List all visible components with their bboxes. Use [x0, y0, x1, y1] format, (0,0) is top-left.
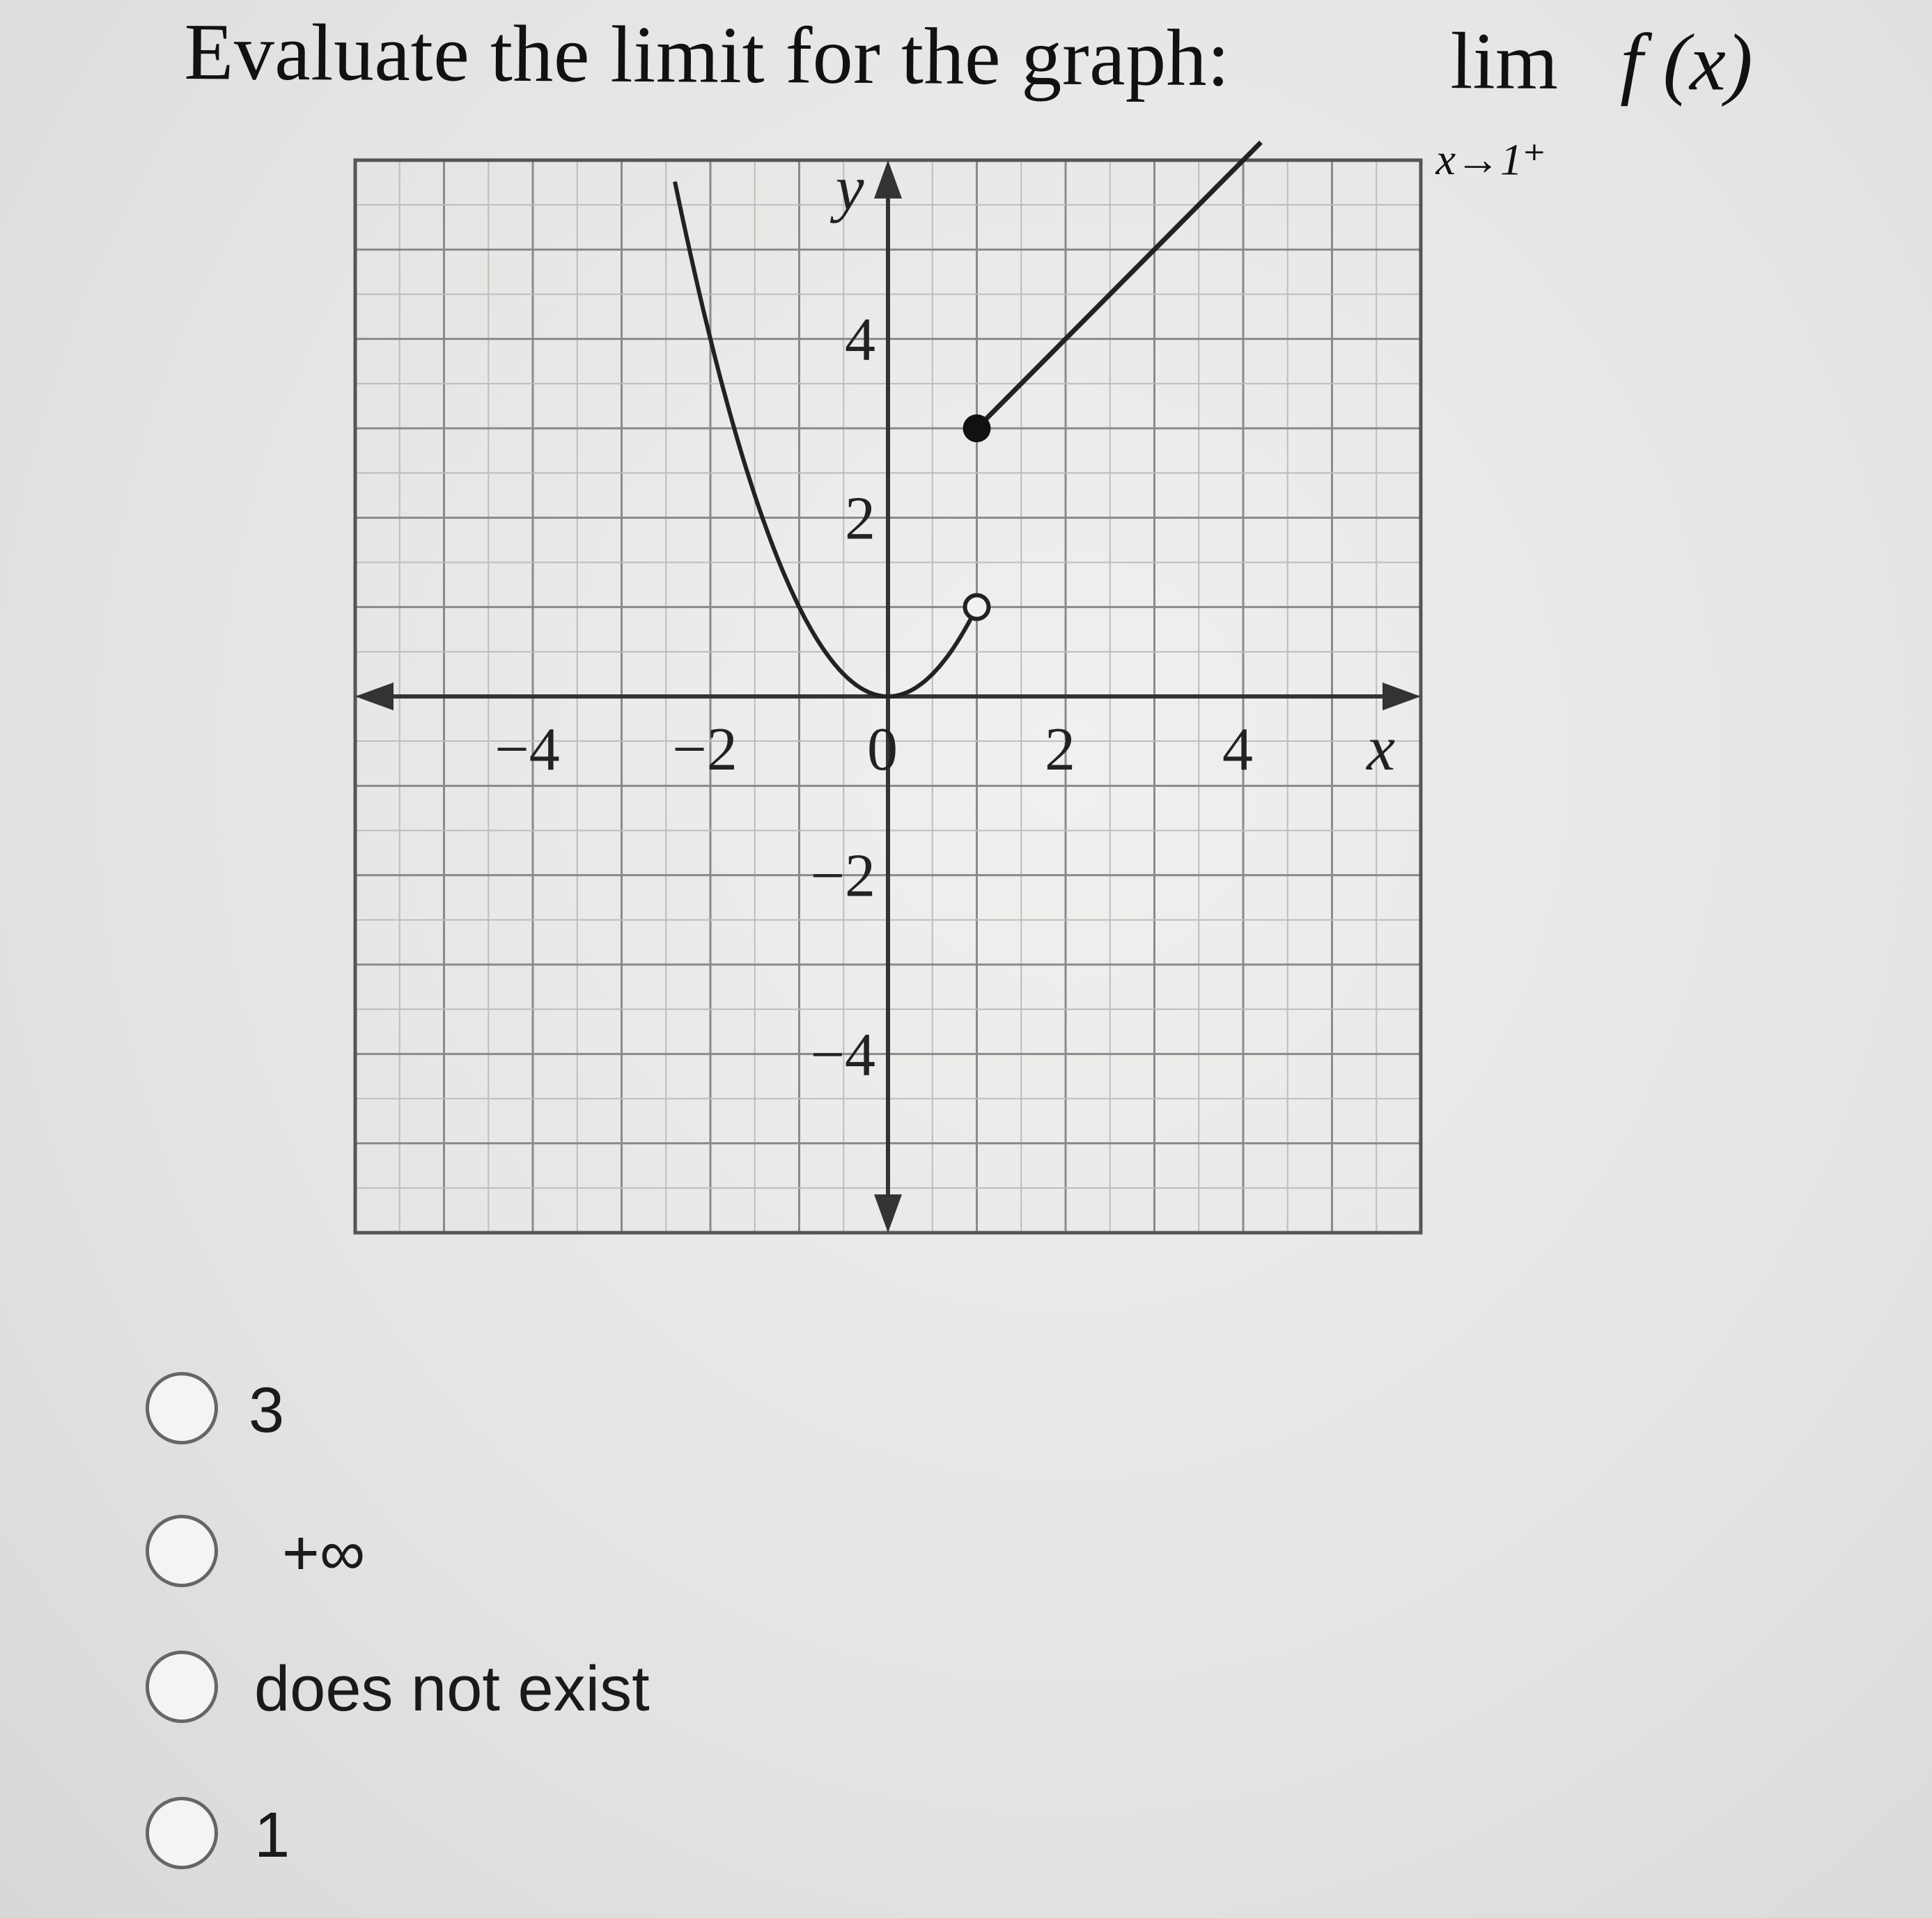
option-does-not-exist[interactable] [143, 1644, 979, 1734]
y-tick-label: −4 [810, 1021, 875, 1089]
linear-segment [977, 142, 1261, 428]
x-tick-label: −2 [672, 716, 738, 783]
option-label: +∞ [282, 1518, 366, 1589]
option-3[interactable] [143, 1365, 979, 1456]
tick-labels [494, 153, 1395, 1089]
x-axis-left-arrow [355, 683, 394, 710]
option-plus-infinity[interactable] [143, 1508, 979, 1598]
radio-button[interactable] [146, 1515, 218, 1587]
x-tick-label: 4 [1222, 716, 1253, 783]
open-point-marker [965, 595, 989, 619]
graph-canvas [348, 153, 1435, 1247]
limit-operator: lim [1450, 17, 1559, 107]
question-prompt [184, 0, 1891, 185]
curves [675, 142, 1261, 696]
limit-subscript: x→1⁺ [1435, 134, 1547, 185]
x-tick-label: −4 [494, 716, 560, 783]
y-axis-top-arrow [874, 160, 902, 198]
question-text: Evaluate the limit for the graph: [184, 7, 1231, 104]
option-1[interactable] [143, 1790, 979, 1880]
y-tick-label: 4 [845, 306, 875, 374]
x-axis-right-arrow [1382, 683, 1421, 710]
y-axis-bottom-arrow [874, 1194, 902, 1233]
radio-button[interactable] [146, 1372, 218, 1444]
option-label: 3 [249, 1375, 285, 1446]
limit-function: f (x) [1620, 17, 1753, 108]
parabola-curve [675, 182, 977, 696]
y-tick-label: 2 [845, 485, 875, 553]
function-graph [348, 153, 1435, 1247]
option-label: does not exist [254, 1653, 650, 1724]
radio-button[interactable] [146, 1651, 218, 1723]
y-tick-label: −2 [810, 842, 875, 910]
y-axis-name: y [835, 152, 864, 224]
radio-button[interactable] [146, 1797, 218, 1869]
closed-point-marker [963, 414, 991, 442]
x-axis-name: x [1366, 712, 1396, 783]
option-label: 1 [254, 1800, 290, 1871]
x-tick-label: 2 [1045, 716, 1075, 783]
x-tick-label: 0 [867, 716, 898, 783]
